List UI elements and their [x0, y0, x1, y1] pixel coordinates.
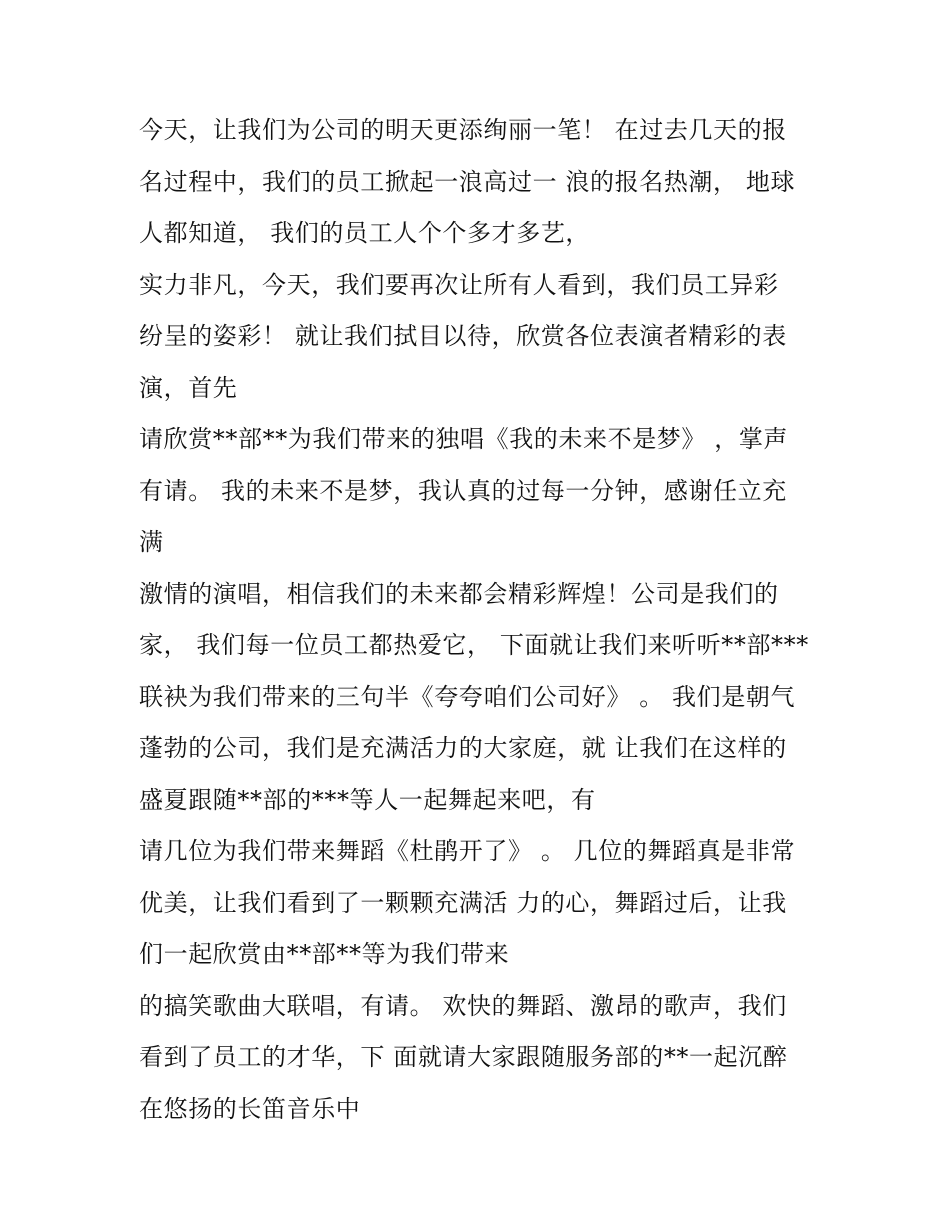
body-text	[139, 105, 819, 1135]
text-line: 看到了员工的才华，下 面就请大家跟随服务部的**一起沉醉	[139, 1043, 788, 1071]
text-line: 今天，让我们为公司的明天更添绚丽一笔！ 在过去几天的报	[139, 116, 787, 144]
text-line: 满	[139, 528, 164, 556]
text-line: 的搞笑歌曲大联唱，有请。 欢快的舞蹈、激昂的歌声，我们	[139, 991, 787, 1020]
text-line: 请欣赏**部**为我们带来的独唱《我的未来不是梦》 ，掌声	[139, 425, 789, 453]
text-line: 演，首先	[139, 373, 238, 402]
text-line: 盛夏跟随**部的***等人一起舞起来吧，有	[139, 785, 596, 814]
text-line: 激情的演唱，相信我们的未来都会精彩辉煌！公司是我们的	[139, 579, 779, 608]
text-line: 蓬勃的公司，我们是充满活力的大家庭，就 让我们在这样的	[139, 734, 787, 762]
text-line: 优美，让我们看到了一颗颗充满活 力的心，舞蹈过后，让我	[139, 888, 787, 917]
text-line: 在悠扬的长笛音乐中	[139, 1094, 361, 1123]
text-line: 名过程中，我们的员工掀起一浪高过一 浪的报名热潮， 地球	[139, 167, 796, 196]
text-line: 人都知道， 我们的员工人个个多才多艺，	[139, 219, 591, 247]
text-line: 有请。 我的未来不是梦，我认真的过每一分钟，感谢任立充	[139, 476, 787, 505]
text-line: 联袂为我们带来的三句半《夸夸咱们公司好》 。 我们是朝气	[139, 682, 796, 711]
text-line: 实力非凡，今天，我们要再次让所有人看到，我们员工异彩	[139, 270, 779, 299]
text-line: 纷呈的姿彩！ 就让我们拭目以待，欣赏各位表演者精彩的表	[139, 322, 787, 350]
text-line: 们一起欣赏由**部**等为我们带来	[139, 940, 510, 968]
text-line: 家， 我们每一位员工都热爱它， 下面就让我们来听听**部***	[139, 631, 809, 659]
text-line: 请几位为我们带来舞蹈《杜鹃开了》 。 几位的舞蹈真是非常	[139, 837, 796, 865]
